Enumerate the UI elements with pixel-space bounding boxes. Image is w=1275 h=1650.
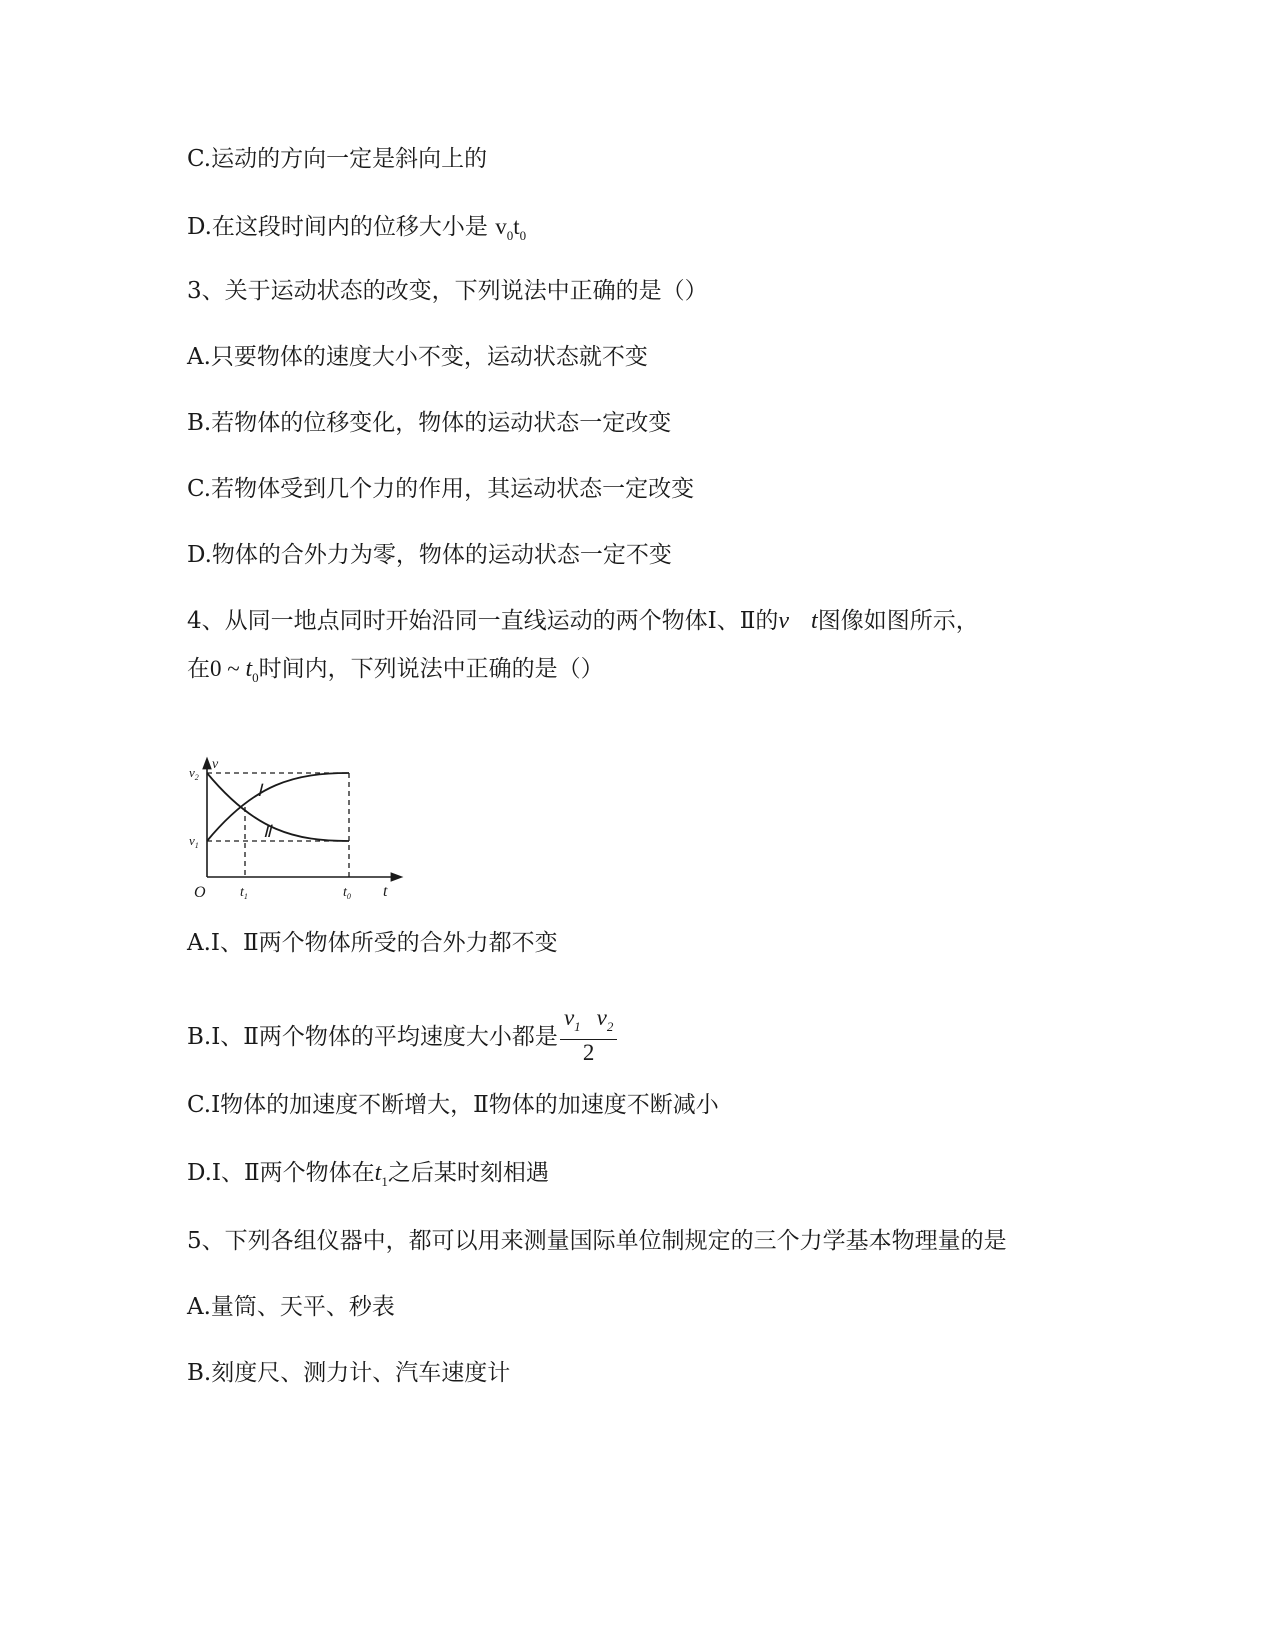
graph-origin-label: O <box>194 884 206 901</box>
q3-option-c: C.若物体受到几个力的作用，其运动状态一定改变 <box>187 476 695 502</box>
q4-option-d: D.Ⅰ、Ⅱ两个物体在$t_1$之后某时刻相遇 <box>187 1160 549 1189</box>
q3-option-d: D.物体的合外力为零，物体的运动状态一定不变 <box>187 542 672 568</box>
graph-curve-I <box>207 773 349 841</box>
q3-option-a: A.只要物体的速度大小不变，运动状态就不变 <box>187 344 648 370</box>
q5-option-b: B.刻度尺、测力计、汽车速度计 <box>187 1360 511 1386</box>
graph-curve-I-label: Ⅰ <box>257 781 263 800</box>
graph-t1-label: $t_1$ <box>240 885 248 901</box>
q4-stem-line2: 在0 ~ $t_0$时间内，下列说法中正确的是（） <box>187 656 604 685</box>
q2-option-d-formula: $v_0t_0$ <box>495 214 527 243</box>
q4-stem-v: v <box>778 608 790 634</box>
q4-stem-t: t <box>811 608 818 634</box>
graph-v2-label: $v_2$ <box>189 765 199 782</box>
graph-curve-II <box>207 773 349 841</box>
graph-axis-t-label: t <box>383 883 388 900</box>
graph-axis-v-label: v <box>212 757 219 772</box>
q5-option-a: A.量筒、天平、秒表 <box>187 1294 395 1320</box>
vt-graph <box>185 755 415 905</box>
q3-stem: 3、关于运动状态的改变，下列说法中正确的是（） <box>187 278 708 304</box>
q4-option-a: A.Ⅰ、Ⅱ两个物体所受的合外力都不变 <box>187 930 558 956</box>
graph-curve-II-label: Ⅱ <box>263 822 272 841</box>
graph-v1-label: $v_1$ <box>189 833 199 850</box>
q2-option-d-text: D.在这段时间内的位移大小是 <box>187 214 488 240</box>
q5-stem: 5、下列各组仪器中，都可以用来测量国际单位制规定的三个力学基本物理量的是 <box>187 1228 1007 1254</box>
q4-stem-line1: 4、从同一地点同时开始沿同一直线运动的两个物体Ⅰ、Ⅱ的v t图像如图所示， <box>187 608 979 634</box>
q2-option-c: C.运动的方向一定是斜向上的 <box>187 146 488 172</box>
q3-option-b: B.若物体的位移变化，物体的运动状态一定改变 <box>187 410 672 436</box>
q4-option-c: C.Ⅰ物体的加速度不断增大，Ⅱ物体的加速度不断减小 <box>187 1092 719 1118</box>
graph-t0-label: $t_0$ <box>343 885 351 901</box>
q4-option-b-fraction: $\frac{v_1 v_2}{2}$ <box>560 1006 617 1066</box>
q2-option-d <box>187 212 526 251</box>
q4-option-b: B.Ⅰ、Ⅱ两个物体的平均速度大小都是 $\frac{v_1 v_2}{2}$ <box>187 1008 617 1068</box>
